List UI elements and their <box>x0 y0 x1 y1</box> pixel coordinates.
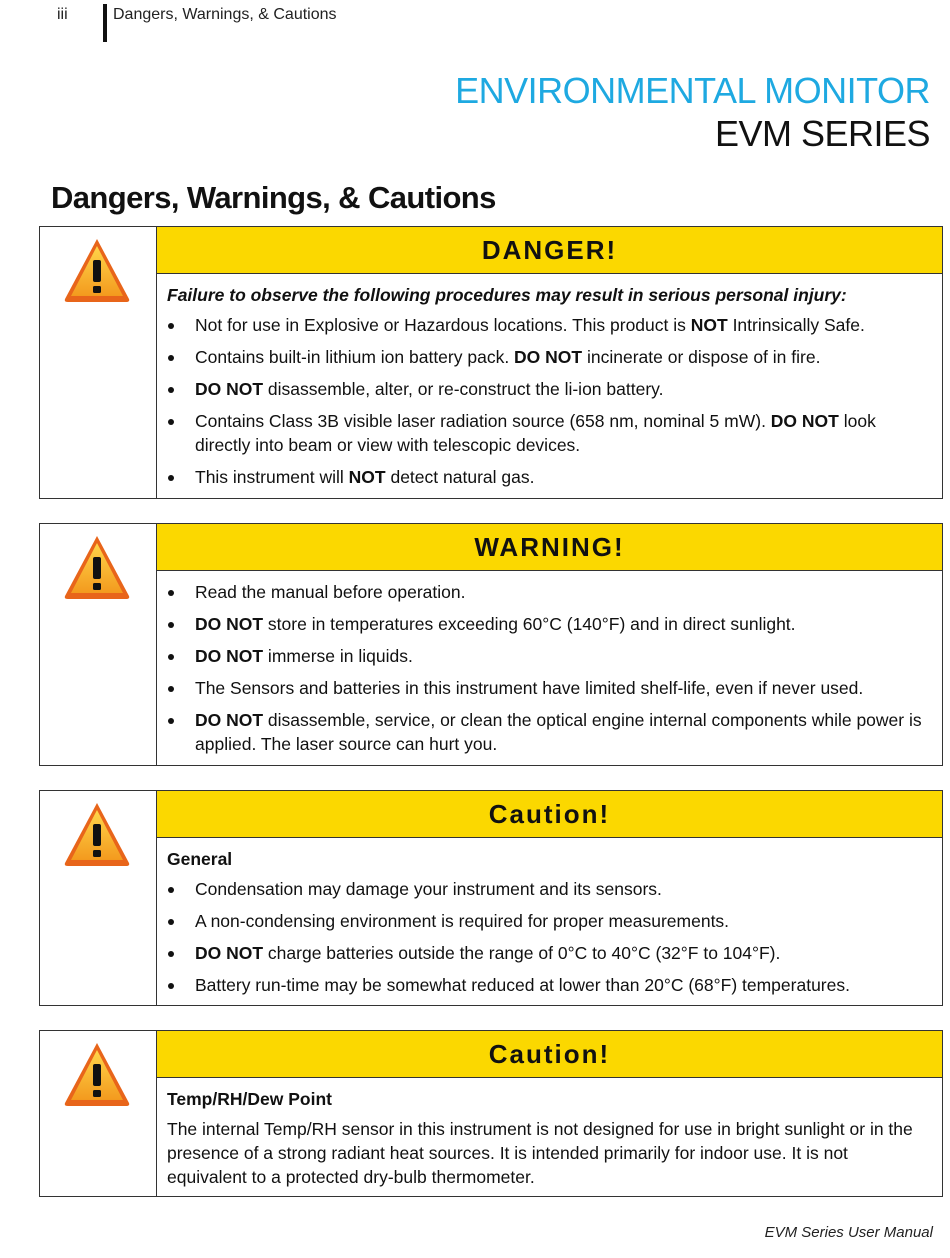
bullet-emphasis: DO NOT <box>770 411 839 431</box>
bullet-text: charge batteries outside the range of 0°C to 40°C (32°F to 104°F). <box>263 943 781 963</box>
bullet-text: disassemble, service, or clean the optical engine internal components while power is applied. The laser source can hurt you. <box>195 710 922 754</box>
warning-icon-cell <box>40 524 157 765</box>
caution-general-subhead: General <box>167 849 233 869</box>
bullet-emphasis: DO NOT <box>514 347 583 367</box>
warning-notice <box>39 523 943 766</box>
page-number: iii <box>57 6 68 23</box>
danger-banner: DANGER! <box>157 227 942 274</box>
bullet-emphasis: DO NOT <box>195 710 264 730</box>
bullet-text: Condensation may damage your instrument and its sensors. <box>195 879 662 899</box>
caution-temp-banner: Caution! <box>157 1031 942 1078</box>
bullet-text: Read the manual before operation. <box>195 582 466 602</box>
bullet-item <box>167 345 932 369</box>
bullet-item <box>167 644 932 668</box>
caution-temp-body <box>157 1078 942 1199</box>
bullet-text: store in temperatures exceeding 60°C (140°F) and in direct sunlight. <box>263 614 796 634</box>
page-header <box>0 0 950 45</box>
bullet-text: look directly into beam or view with telescopic devices. <box>195 411 876 455</box>
warning-triangle-icon <box>62 1040 132 1108</box>
bullet-item <box>167 909 932 933</box>
caution-general-content <box>157 791 942 1005</box>
caution-temp-notice <box>39 1030 943 1197</box>
bullet-item <box>167 580 932 604</box>
bullet-emphasis: DO NOT <box>195 379 264 399</box>
bullet-item <box>167 877 932 901</box>
caution-temp-content <box>157 1031 942 1196</box>
danger-list <box>167 313 932 489</box>
danger-icon-cell <box>40 227 157 498</box>
caution-temp-icon-cell <box>40 1031 157 1196</box>
bullet-text: Battery run-time may be somewhat reduced at lower than 20°C (68°F) temperatures. <box>195 975 850 995</box>
bullet-item <box>167 409 932 457</box>
bullet-item <box>167 612 932 636</box>
danger-content <box>157 227 942 498</box>
caution-general-notice <box>39 790 943 1006</box>
bullet-item <box>167 973 932 997</box>
bullet-text: disassemble, alter, or re-construct the li-ion battery. <box>263 379 664 399</box>
caution-temp-subhead: Temp/RH/Dew Point <box>167 1089 332 1109</box>
bullet-item <box>167 377 932 401</box>
brand-title: ENVIRONMENTAL MONITOR <box>455 70 930 111</box>
bullet-emphasis: DO NOT <box>195 943 264 963</box>
caution-general-icon-cell <box>40 791 157 1005</box>
page-title: Dangers, Warnings, & Cautions <box>51 180 496 215</box>
warning-banner: WARNING! <box>157 524 942 571</box>
bullet-item <box>167 313 932 337</box>
bullet-item <box>167 708 932 756</box>
warning-body <box>157 571 942 768</box>
warning-list <box>167 580 932 756</box>
bullet-text: Contains built-in lithium ion battery pack. <box>195 347 515 367</box>
danger-lead: Failure to observe the following procedures may result in serious personal injury: <box>167 285 847 305</box>
bullet-item <box>167 465 932 489</box>
caution-general-list <box>167 877 932 997</box>
bullet-emphasis: NOT <box>690 315 728 335</box>
bullet-text: immerse in liquids. <box>263 646 413 666</box>
warning-triangle-icon <box>62 236 132 304</box>
brand-subtitle: EVM SERIES <box>714 113 930 154</box>
caution-general-banner: Caution! <box>157 791 942 838</box>
bullet-text: This instrument will <box>195 467 349 487</box>
header-section-title: Dangers, Warnings, & Cautions <box>113 6 337 23</box>
bullet-text: incinerate or dispose of in fire. <box>582 347 821 367</box>
warning-triangle-icon <box>62 533 132 601</box>
bullet-item <box>167 941 932 965</box>
danger-body <box>157 274 942 501</box>
bullet-emphasis: DO NOT <box>195 614 264 634</box>
danger-notice <box>39 226 943 499</box>
header-divider <box>103 4 107 42</box>
bullet-text: Contains Class 3B visible laser radiation source (658 nm, nominal 5 mW). <box>195 411 771 431</box>
bullet-text: Not for use in Explosive or Hazardous locations. This product is <box>195 315 691 335</box>
bullet-emphasis: DO NOT <box>195 646 264 666</box>
bullet-text: The Sensors and batteries in this instrument have limited shelf-life, even if never used. <box>195 678 864 698</box>
bullet-text: detect natural gas. <box>385 467 535 487</box>
caution-general-body <box>157 838 942 1009</box>
bullet-text: Intrinsically Safe. <box>727 315 865 335</box>
bullet-item <box>167 676 932 700</box>
bullet-emphasis: NOT <box>348 467 386 487</box>
caution-temp-paragraph: The internal Temp/RH sensor in this instrument is not designed for use in bright sunlight or in the presence of a strong radiant heat sources. It is intended primarily for indoor use. It is not equivalent to a protected dry-bulb thermometer. <box>167 1119 913 1187</box>
footer-manual-title: EVM Series User Manual <box>764 1224 933 1241</box>
warning-content <box>157 524 942 765</box>
bullet-text: A non-condensing environment is required for proper measurements. <box>195 911 730 931</box>
warning-triangle-icon <box>62 800 132 868</box>
